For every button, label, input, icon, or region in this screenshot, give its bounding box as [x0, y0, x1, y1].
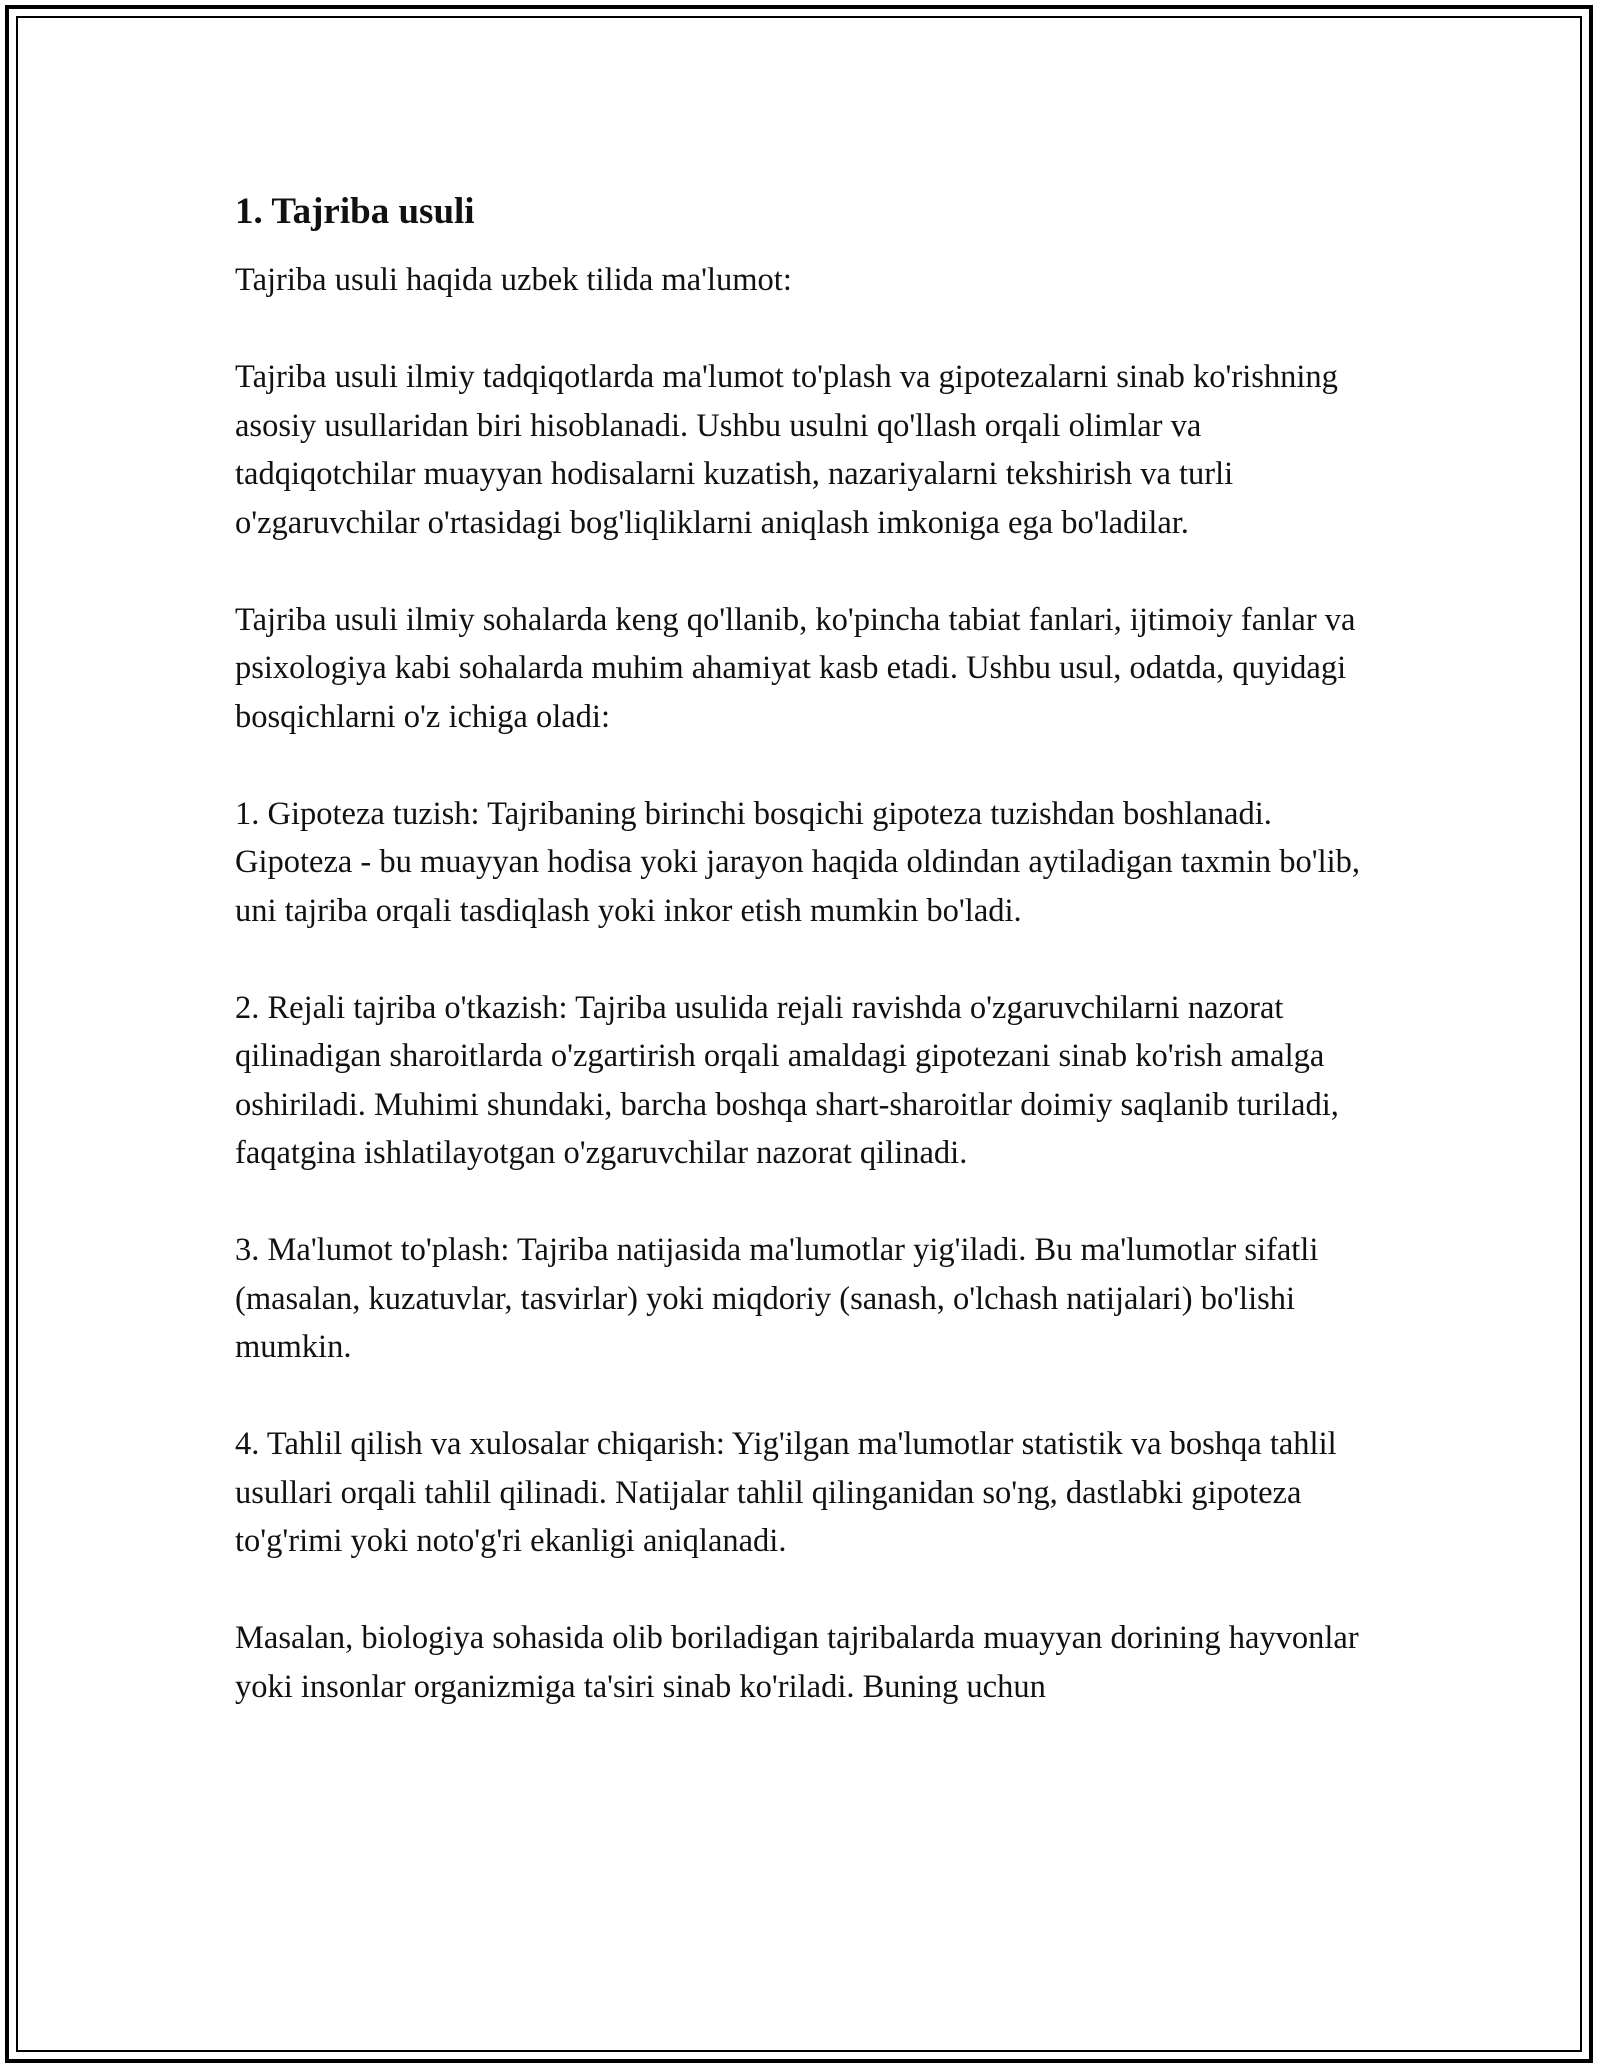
- usage-paragraph: Tajriba usuli ilmiy sohalarda keng qo'llanib, ko'pincha tabiat fanlari, ijtimoiy fanlar va psixologiya kabi sohalarda muhim ahamiyat kasb etadi. Ushbu usul, odatda, quyidagi bosqichlarni o'z ichiga oladi:: [235, 601, 1356, 735]
- step-4-paragraph: 4. Tahlil qilish va xulosalar chiqarish: Yig'ilgan ma'lumotlar statistik va boshqa tahlil usullari orqali tahlil qilinadi. Natijalar tahlil qilinganidan so'ng, dastlabki gipoteza to'g'rimi yoki noto'g'ri ekanligi aniqlanadi.: [235, 1426, 1337, 1559]
- step-3-paragraph: 3. Ma'lumot to'plash: Tajriba natijasida ma'lumotlar yig'iladi. Bu ma'lumotlar sifatli (masalan, kuzatuvlar, tasvirlar) yoki miqdoriy (sanash, o'lchash natijalari) bo'lishi mumkin.: [235, 1232, 1319, 1365]
- definition-paragraph: Tajriba usuli ilmiy tadqiqotlarda ma'lumot to'plash va gipotezalarni sinab ko'rishning asosiy usullaridan biri hisoblanadi. Ushbu usulni qo'llash orqali olimlar va tadqiqotchilar muayyan hodisalarni kuzatish, nazariyalarni tekshirish va turli o'zgaruvchilar o'rtasidagi bog'liqliklarni aniqlash imkoniga ega bo'ladilar.: [235, 359, 1338, 541]
- document-content: [235, 186, 1375, 1760]
- step-1-paragraph: 1. Gipoteza tuzish: Tajribaning birinchi bosqichi gipoteza tuzishdan boshlanadi. Gipoteza - bu muayyan hodisa yoki jarayon haqida oldindan aytiladigan taxmin bo'lib, uni tajriba orqali tasdiqlash yoki inkor etish mumkin bo'ladi.: [235, 795, 1361, 929]
- intro-paragraph: Tajriba usuli haqida uzbek tilida ma'lumot:: [235, 262, 792, 298]
- section-heading: 1. Tajriba usuli: [235, 191, 475, 232]
- example-paragraph: Masalan, biologiya sohasida olib boriladigan tajribalarda muayyan dorining hayvonlar yoki insonlar organizmiga ta'siri sinab ko'riladi. Buning uchun: [235, 1620, 1359, 1705]
- step-2-paragraph: 2. Rejali tajriba o'tkazish: Tajriba usulida rejali ravishda o'zgaruvchilarni nazorat qilinadigan sharoitlarda o'zgartirish orqali amaldagi gipotezani sinab ko'rish amalga oshiriladi. Muhimi shundaki, barcha boshqa shart-sharoitlar doimiy saqlanib turiladi, faqatgina ishlatilayotgan o'zgaruvchilar nazorat qilinadi.: [235, 989, 1339, 1171]
